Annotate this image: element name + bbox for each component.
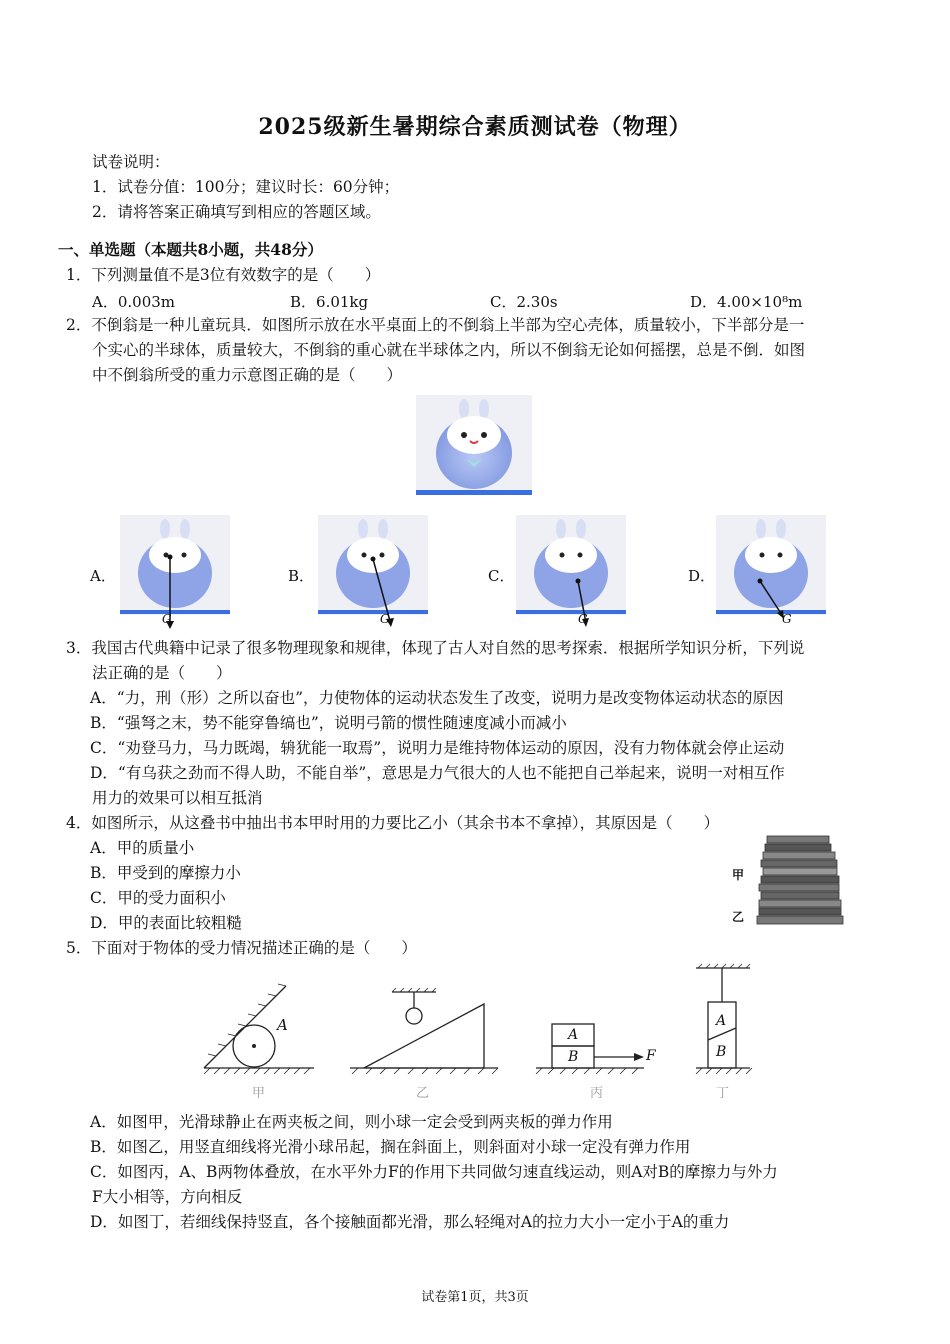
figure-bing (534, 1016, 664, 1076)
exam-title: 2025级新生暑期综合素质测试卷（物理） (258, 114, 692, 140)
q2-d-force-label: G (782, 612, 792, 626)
q2-option-d-image (716, 515, 826, 630)
q3-option-a: A．“力，刑（形）之所以奋也”，力使物体的运动状态发生了改变，说明力是改变物体运动状态的原因 (90, 689, 784, 707)
book-label-yi: 乙 (732, 910, 745, 924)
q4-option-b: B．甲受到的摩擦力小 (90, 864, 241, 882)
q2-option-c-label: C． (488, 567, 515, 585)
q5-option-c: C．如图丙，A、B两物体叠放，在水平外力F的作用下共同做匀速直线运动，则A对B的摩擦力与外力 (90, 1163, 778, 1181)
q1-option-c: C．2.30s (490, 293, 558, 311)
q4-option-c: C．甲的受力面积小 (90, 889, 226, 907)
figure-caption-bing: 丙 (590, 1086, 604, 1101)
figure-bing-block-b: B (568, 1049, 579, 1065)
section-heading: 一、单选题（本题共8小题，共48分） (58, 240, 323, 259)
question-5-stem: 5．下面对于物体的受力情况描述正确的是（ ） (66, 939, 417, 957)
q1-option-a: A．0.003m (92, 293, 175, 311)
instruction-item: 2．请将答案正确填写到相应的答题区域。 (92, 203, 381, 221)
q5-option-c-cont: F大小相等，方向相反 (92, 1188, 243, 1206)
q2-option-a-label: A． (90, 567, 116, 585)
figure-jia-ball-label: A (277, 1016, 288, 1034)
figure-ding-block-b: B (716, 1044, 727, 1060)
q2-a-force-label: G (162, 612, 172, 626)
q3-option-d-cont: 用力的效果可以相互抵消 (92, 789, 263, 807)
q3-option-d: D．“有乌获之劲而不得人助，不能自举”，意思是力气很大的人也不能把自己举起来，说明一对相互作 (90, 764, 785, 782)
question-2-line: 中不倒翁所受的重力示意图正确的是（ ） (92, 366, 403, 384)
book-label-jia: 甲 (732, 868, 745, 882)
figure-caption-yi: 乙 (416, 1086, 430, 1101)
page-footer: 试卷第1页，共3页 (421, 1290, 529, 1305)
q5-option-d: D．如图丁，若细线保持竖直，各个接触面都光滑，那么轻绳对A的拉力大小一定小于A的重力 (90, 1213, 730, 1231)
question-3-line: 法正确的是（ ） (92, 664, 232, 682)
figure-bing-block-a: A (568, 1027, 579, 1043)
q1-option-b: B．6.01kg (290, 293, 369, 311)
q2-c-force-label: G (578, 612, 588, 626)
instruction-item: 1．试卷分值：100分；建议时长：60分钟； (92, 178, 400, 196)
figure-caption-ding: 丁 (716, 1086, 730, 1101)
q3-option-c: C．“劝登马力，马力既竭，辀犹能一取焉”，说明力是维持物体运动的原因，没有力物体就会停止运动 (90, 739, 785, 757)
question-2-line: 个实心的半球体，质量较大，不倒翁的重心就在半球体之内，所以不倒翁无论如何摇摆，总是不倒．如图 (92, 341, 806, 359)
figure-yi (344, 988, 500, 1076)
q2-option-b-label: B． (288, 567, 315, 585)
q2-option-b-image (318, 515, 428, 630)
q2-option-d-label: D． (688, 567, 716, 585)
q3-option-b: B．“强弩之末，势不能穿鲁缟也”，说明弓箭的惯性随速度减小而减小 (90, 714, 567, 732)
figure-ding-block-a: A (716, 1013, 727, 1029)
figure-jia (196, 980, 316, 1076)
tumbler-main-image (416, 395, 532, 495)
q2-b-force-label: G (380, 612, 390, 626)
q4-option-a: A．甲的质量小 (90, 839, 195, 857)
q5-option-b: B．如图乙，用竖直细线将光滑小球吊起，搁在斜面上，则斜面对小球一定没有弹力作用 (90, 1138, 691, 1156)
question-1-stem: 1．下列测量值不是3位有效数字的是（ ） (66, 266, 381, 284)
question-2-line: 2．不倒翁是一种儿童玩具．如图所示放在水平桌面上的不倒翁上半部为空心壳体，质量较小，下半部分是一 (66, 316, 805, 334)
book-stack-image (755, 832, 845, 928)
question-3-line: 3．我国古代典籍中记录了很多物理现象和规律，体现了古人对自然的思考探索．根据所学知识分析，下列说 (66, 639, 805, 657)
q2-option-a-image (120, 515, 230, 615)
figure-caption-jia: 甲 (252, 1086, 266, 1101)
q2-option-c-image (516, 515, 626, 630)
figure-bing-force-f: F (646, 1048, 656, 1064)
q5-option-a: A．如图甲，光滑球静止在两夹板之间，则小球一定会受到两夹板的弹力作用 (90, 1113, 613, 1131)
q1-option-d: D．4.00×10⁸m (690, 293, 803, 311)
question-4-stem: 4．如图所示，从这叠书中抽出书本甲时用的力要比乙小（其余书本不拿掉），其原因是（ ） (66, 814, 720, 832)
instructions-heading: 试卷说明： (92, 153, 170, 171)
q4-option-d: D．甲的表面比较粗糙 (90, 914, 242, 932)
